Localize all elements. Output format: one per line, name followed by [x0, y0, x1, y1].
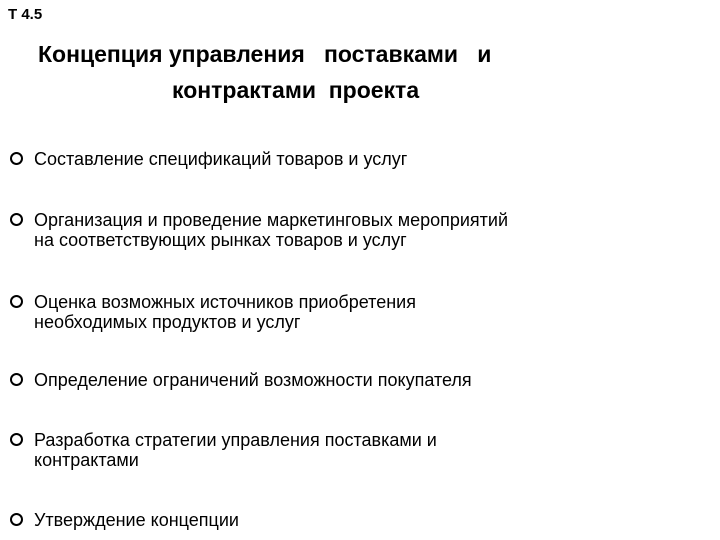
slide-code: Т 4.5: [8, 6, 43, 23]
circle-bullet-icon: [10, 433, 23, 446]
list-item-text: Организация и проведение маркетинговых мероприятий на соответствующих рынках товаров и услуг: [34, 210, 509, 250]
list-item: [10, 430, 700, 470]
title-line-1: Концепция управления поставками и: [38, 41, 492, 67]
list-item-text: Разработка стратегии управления поставками и контрактами: [34, 430, 437, 470]
circle-bullet-icon: [10, 152, 23, 165]
list-item: [10, 149, 700, 169]
title-line-2: контрактами проекта: [172, 77, 420, 103]
circle-bullet-icon: [10, 295, 23, 308]
list-item-text: Составление спецификаций товаров и услуг: [34, 149, 408, 169]
list-item: [10, 292, 700, 332]
circle-bullet-icon: [10, 373, 23, 386]
list-item: [10, 210, 700, 250]
list-item: [10, 510, 700, 530]
circle-bullet-icon: [10, 513, 23, 526]
list-item-text: Утверждение концепции: [34, 510, 239, 530]
list-item-text: Оценка возможных источников приобретения необходимых продуктов и услуг: [34, 292, 416, 332]
circle-bullet-icon: [10, 213, 23, 226]
list-item-text: Определение ограничений возможности покупателя: [34, 370, 472, 390]
list-item: [10, 370, 700, 390]
